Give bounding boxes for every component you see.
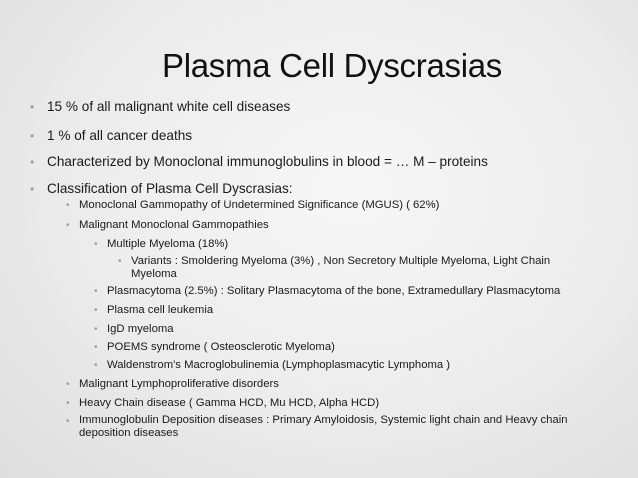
bullet-icon: •: [94, 305, 98, 316]
bullet-icon: •: [94, 239, 98, 250]
sub-sub-bullet-text: Waldenstrom's Macroglobulinemia (Lymphoplasmacytic Lymphoma ): [107, 359, 451, 371]
sub-sub-bullet-item: [94, 284, 560, 299]
sub-bullet-item: [66, 218, 269, 233]
bullet-icon: •: [66, 200, 70, 211]
bullet-text: 1 % of all cancer deaths: [47, 128, 193, 143]
level4-bullet-text-cont: Myeloma: [131, 268, 177, 280]
bullet-item: [30, 179, 293, 199]
bullet-item: [30, 152, 488, 172]
sub-sub-bullet-item: [94, 237, 228, 252]
sub-sub-bullet-item: [94, 358, 450, 373]
bullet-text: Characterized by Monoclonal immunoglobulins in blood = … M – proteins: [47, 154, 488, 169]
level4-bullet-item: [118, 255, 550, 281]
sub-bullet-item: [66, 414, 568, 440]
sub-bullet-text: Malignant Lymphoproliferative disorders: [79, 378, 279, 390]
level4-bullet-text: Variants : Smoldering Myeloma (3%) , Non Secretory Multiple Myeloma, Light Chain: [131, 255, 551, 267]
bullet-item: [30, 126, 192, 146]
sub-bullet-text: Malignant Monoclonal Gammopathies: [79, 219, 269, 231]
bullet-icon: •: [66, 379, 70, 390]
bullet-icon: •: [94, 360, 98, 371]
bullet-item: [30, 97, 290, 117]
sub-sub-bullet-text: IgD myeloma: [107, 323, 174, 335]
bullet-icon: •: [94, 342, 98, 353]
bullet-icon: •: [66, 416, 70, 427]
sub-bullet-text: Immunoglobulin Deposition diseases : Primary Amyloidosis, Systemic light chain and Heavy chain: [79, 414, 568, 426]
sub-sub-bullet-item: [94, 322, 174, 337]
sub-sub-bullet-text: Plasma cell leukemia: [107, 304, 214, 316]
sub-bullet-item: [66, 396, 379, 411]
sub-sub-bullet-item: [94, 303, 213, 318]
bullet-icon: •: [118, 256, 122, 267]
bullet-icon: •: [30, 155, 35, 169]
bullet-text: 15 % of all malignant white cell diseases: [47, 99, 291, 114]
bullet-icon: •: [30, 182, 35, 196]
sub-bullet-text-cont: deposition diseases: [79, 427, 179, 439]
bullet-icon: •: [94, 324, 98, 335]
sub-sub-bullet-text: Multiple Myeloma (18%): [107, 238, 229, 250]
bullet-icon: •: [30, 129, 35, 143]
sub-sub-bullet-text: Plasmacytoma (2.5%) : Solitary Plasmacytoma of the bone, Extramedullary Plasmacytoma: [107, 285, 561, 297]
sub-bullet-item: [66, 198, 439, 213]
sub-bullet-text: Heavy Chain disease ( Gamma HCD, Mu HCD, Alpha HCD): [79, 397, 380, 409]
bullet-icon: •: [66, 398, 70, 409]
sub-sub-bullet-item: [94, 340, 335, 355]
bullet-icon: •: [30, 100, 35, 114]
slide-title: Plasma Cell Dyscrasias: [162, 47, 502, 84]
bullet-text: Classification of Plasma Cell Dyscrasias:: [47, 181, 293, 196]
sub-bullet-item: [66, 377, 279, 392]
sub-bullet-text: Monoclonal Gammopathy of Undetermined Significance (MGUS) ( 62%): [79, 199, 440, 211]
bullet-icon: •: [66, 220, 70, 231]
bullet-icon: •: [94, 286, 98, 297]
sub-sub-bullet-text: POEMS syndrome ( Osteosclerotic Myeloma): [107, 341, 335, 353]
